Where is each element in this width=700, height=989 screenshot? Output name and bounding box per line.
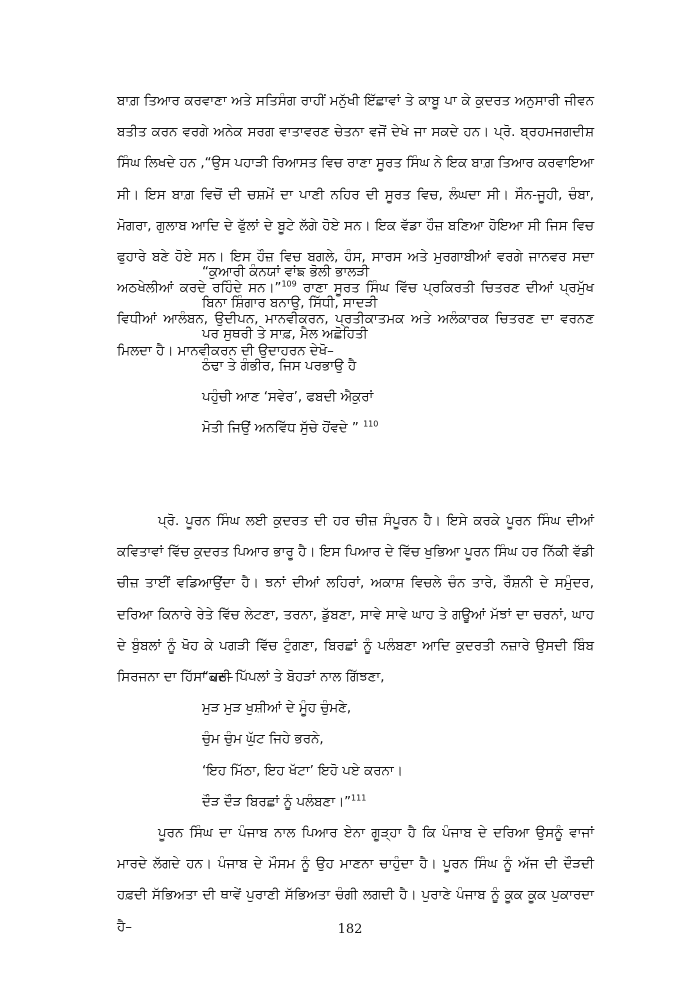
paragraph-3: ਪੂਰਨ ਸਿੰਘ ਦਾ ਪੰਜਾਬ ਨਾਲ ਪਿਆਰ ਏਨਾ ਗੂੜ੍ਹਾ ਹੈ ਕਿ ਪੰਜਾਬ ਦੇ ਦਰਿਆ ਉਸਨੂੰ ਵਾਜਾਂ ਮਾਰਦੇ ਲੱਗਦੇ ਹਨ। ਪੰਜਾਬ ਦੇ ਮੌਸਮ ਨੂੰ ਉਹ ਮਾਣਨਾ ਚਾਹੁੰਦਾ ਹੈ। ਪੂਰਨ ਸਿੰਘ ਨੂੰ ਅੱਜ ਦੀ ਦੌੜਦੀ ਹਫ਼ਦੀ ਸੱਭਿਅਤਾ ਦੀ ਥਾਵੇਂ ਪੁਰਾਣੀ ਸੱਭਿਅਤਾ ਚੰਗੀ ਲਗਦੀ ਹੈ। ਪੁਰਾਣੇ ਪੰਜਾਬ ਨੂੰ ਕੂਕ ਕੂਕ ਪੁਕਾਰਦਾ ਹੈ– [117,826,594,935]
verse-line-text: ਮੋਤੀ ਜਿਉਂ ਅਨਵਿੱਧ ਸੁੱਚੇ ਹੋਂਵਦੇ ” [202,421,359,437]
verse-line: ਠੰਢਾ ਤੇ ਗੰਭੀਰ, ਜਿਸ ਪਰਭਾਉ ਹੈ [202,358,357,374]
verse-line: ‘ਇਹ ਮਿੱਠਾ, ਇਹ ਖੱਟਾ’ ਇਹੋ ਪਏ ਕਰਨਾ। [202,763,403,779]
footnote-ref-110: 110 [363,419,379,429]
verse-line: “ਕਦੀ ਪਿੱਪਲਾਂ ਤੇ ਬੋਹੜਾਂ ਨਾਲ ਗਿੱਝਣਾ, [202,670,385,685]
verse-line: ਮੁੜ ਮੁੜ ਖੁਸ਼ੀਆਂ ਦੇ ਮੂੰਹ ਚੁੰਮਣੇ, [202,701,352,717]
paragraph-1-text: ਬਾਗ਼ ਤਿਆਰ ਕਰਵਾਣਾ ਅਤੇ ਸਤਿਸੰਗ ਰਾਹੀਂ ਮਨੁੱਖੀ ਇੱਛਾਵਾਂ ਤੇ ਕਾਬੂ ਪਾ ਕੇ ਕੁਦਰਤ ਅਨੁਸਾਰੀ ਜੀਵਨ ਬਤੀਤ ਕਰਨ ਵਰਗੇ ਅਨੇਕ ਸਰਗ ਵਾਤਾਵਰਣ ਚੇਤਨਾ ਵਜੋਂ ਦੇਖੇ ਜਾ ਸਕਦੇ ਹਨ। ਪ੍ਰੋ. ਬ੍ਰਹਮਜਗਦੀਸ਼ ਸਿੰਘ ਲਿਖਦੇ ਹਨ ,“ਉਸ ਪਹਾੜੀ ਰਿਆਸਤ ਵਿਚ ਰਾਣਾ ਸੂਰਤ ਸਿੰਘ ਨੇ ਇਕ ਬਾਗ਼ ਤਿਆਰ ਕਰਵਾਇਆ ਸੀ। ਇਸ ਬਾਗ਼ ਵਿਚੋਂ ਦੀ ਚਸ਼ਮੇਂ ਦਾ ਪਾਣੀ ਨਹਿਰ ਦੀ ਸੂਰਤ ਵਿਚ, ਲੰਘਦਾ ਸੀ। ਸੌਨ-ਜੂਹੀ, ਚੰਬਾ, ਮੋਗਰਾ, ਗੁਲਾਬ ਆਦਿ ਦੇ ਫੁੱਲਾਂ ਦੇ ਬੂਟੇ ਲੱਗੇ ਹੋਏ ਸਨ। ਇਕ ਵੱਡਾ ਹੌਜ਼ ਬਣਿਆ ਹੋਇਆ ਸੀ ਜਿਸ ਵਿਚ ਫੁਹਾਰੇ ਬਣੇ ਹੋਏ ਸਨ। ਇਸ ਹੌਜ਼ ਵਿਚ ਬਗਲੇ, ਹੰਸ, ਸਾਰਸ ਅਤੇ ਮੁਰਗਾਬੀਆਂ ਵਰਗੇ ਜਾਨਵਰ ਸਦਾ ਅਠਖੇਲੀਆਂ ਕਰਦੇ ਰਹਿੰਦੇ ਸਨ।” [117,94,594,297]
paragraph-2: ਪ੍ਰੋ. ਪੂਰਨ ਸਿੰਘ ਲਈ ਕੁਦਰਤ ਦੀ ਹਰ ਚੀਜ਼ ਸੰਪੂਰਨ ਹੈ। ਇਸੇ ਕਰਕੇ ਪੂਰਨ ਸਿੰਘ ਦੀਆਂ ਕਵਿਤਾਵਾਂ ਵਿੱਚ ਕੁਦਰਤ ਪਿਆਰ ਭਾਰੂ ਹੈ। ਇਸ ਪਿਆਰ ਦੇ ਵਿੱਚ ਖੁਭਿਆ ਪੂਰਨ ਸਿੰਘ ਹਰ ਨਿੱਕੀ ਵੱਡੀ ਚੀਜ਼ ਤਾਈਂ ਵਡਿਆਉਂਦਾ ਹੈ। ਝਨਾਂ ਦੀਆਂ ਲਹਿਰਾਂ, ਅਕਾਸ਼ ਵਿਚਲੇ ਚੰਨ ਤਾਰੇ, ਰੌਸ਼ਨੀ ਦੇ ਸਮੁੰਦਰ, ਦਰਿਆ ਕਿਨਾਰੇ ਰੇਤੇ ਵਿੱਚ ਲੇਟਣਾ, ਤਰਨਾ, ਡੁੱਬਣਾ, ਸਾਵੇ ਸਾਵੇ ਘਾਹ ਤੇ ਗਊਆਂ ਮੱਝਾਂ ਦਾ ਚਰਨਾਂ, ਘਾਹ ਦੇ ਬੁੰਬਲਾਂ ਨੂੰ ਖੋਹ ਕੇ ਪਗੜੀ ਵਿੱਚ ਟੁੰਗਣਾ, ਬਿਰਛਾਂ ਨੂੰ ਪਲੰਬਣਾ ਆਦਿ ਕੁਦਰਤੀ ਨਜ਼ਾਰੇ ਉਸਦੀ ਬਿੰਬ ਸਿਰਜਨਾ ਦਾ ਹਿੱਸਾ ਹਨ– [117,514,594,686]
verse-line: ਪਹੁੰਚੀ ਆਣ ‘ਸਵੇਰ’, ਫਬਦੀ ਐਕੁਰਾਂ [202,389,374,405]
verse-line-text: ਦੌੜ ਦੌੜ ਬਿਰਛਾਂ ਨੂੰ ਪਲੰਬਣਾ।” [202,794,352,810]
verse-line-last [202,413,378,444]
verse-line: ਪਰ ਸੁਥਰੀ ਤੇ ਸਾਫ਼, ਮੈਲ ਅਛੋਹਿਤੀ [202,327,368,343]
verse-line: ਚੁੰਮ ਚੁੰਮ ਘੁੱਟ ਜਿਹੇ ਭਰਨੇ, [202,732,324,748]
footnote-ref-109: 109 [281,279,297,289]
verse-line: “ਕੁਆਰੀ ਕੰਨਯਾਂ ਵਾਂਙ ਭੋਲੀ ਭਾਲੜੀ [202,265,370,280]
verse-line: ਬਿਨਾ ਸ਼ਿੰਗਾਰ ਬਨਾਉ, ਸਿੱਧੀ, ਸਾਦੜੀ [202,296,378,312]
verse-line-last [202,787,403,818]
footnote-ref-111: 111 [351,793,367,803]
paragraph-1-tail: ਰਾਣਾ ਸੂਰਤ ਸਿੰਘ ਵਿੱਚ ਪ੍ਰਕਿਰਤੀ ਚਿਤਰਣ ਦੀਆਂ ਪ੍ਰਮੁੱਖ ਵਿਧੀਆਂ ਆਲੰਬਨ, ਉਦੀਪਨ, ਮਾਨਵੀਕਰਨ, ਪ੍ਰਤੀਕਾਤਮਕ ਅਤੇ ਅਲੰਕਾਰਕ ਚਿਤਰਣ ਦਾ ਵਰਨਣ ਮਿਲਦਾ ਹੈ। ਮਾਨਵੀਕਰਨ ਦੀ ਉਦਾਹਰਨ ਦੇਖੋ– [117,281,595,359]
page-number: 182 [337,922,363,937]
verse-block-2 [202,662,403,818]
verse-block-1 [202,257,378,444]
